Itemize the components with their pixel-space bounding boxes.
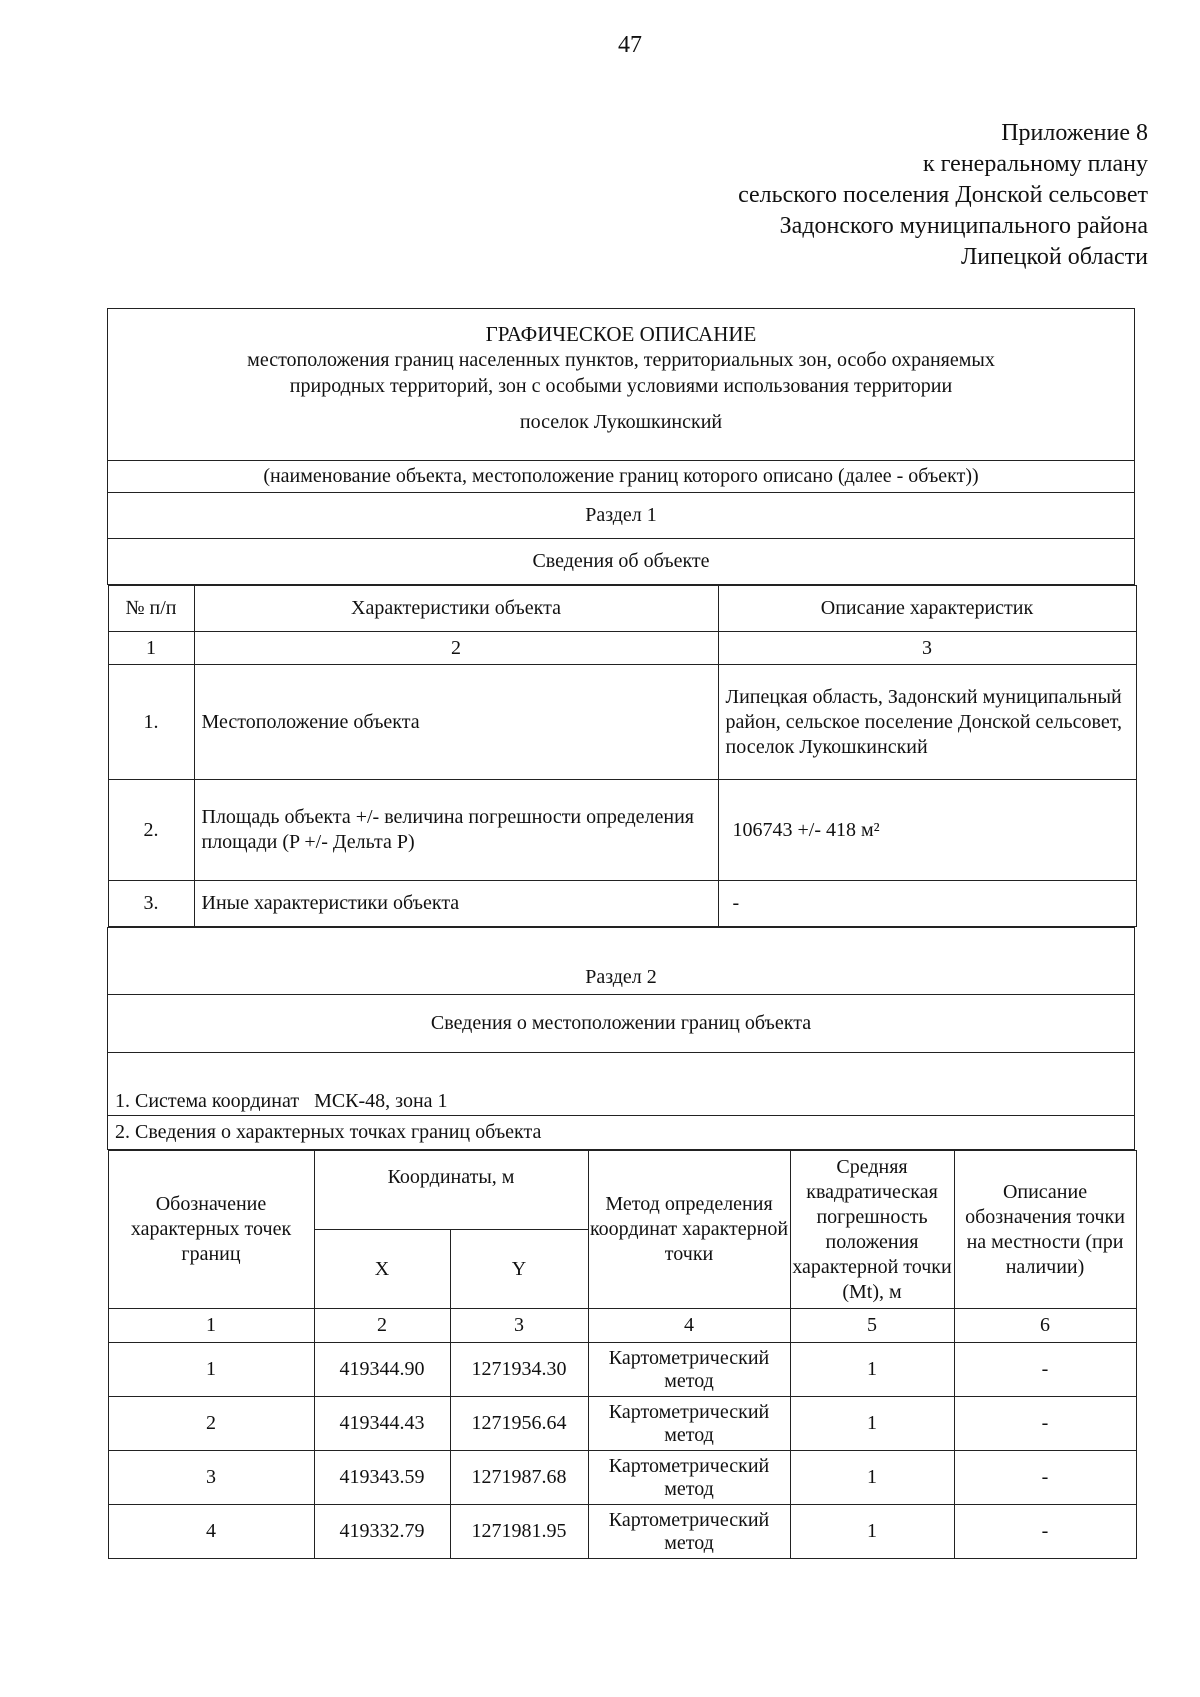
point-id: 3 — [108, 1451, 314, 1505]
description-cell: Липецкая область, Задонский муниципальный район, сельское поселение Донской сельсовет, поселок Лукошкинский — [718, 665, 1136, 780]
section1-title: Раздел 1 — [108, 493, 1135, 539]
point-id: 2 — [108, 1397, 314, 1451]
point-description: - — [954, 1343, 1136, 1397]
point-description: - — [954, 1451, 1136, 1505]
table-row — [108, 1451, 1136, 1505]
characteristic-cell: Площадь объекта +/- величина погрешности определения площади (P +/- Дельта P) — [194, 780, 718, 881]
column-header: № п/п — [108, 586, 194, 632]
point-method: Картометрический метод — [588, 1397, 790, 1451]
column-number-row — [108, 1309, 1136, 1343]
point-method: Картометрический метод — [588, 1451, 790, 1505]
appendix-block — [738, 118, 1148, 273]
point-method: Картометрический метод — [588, 1505, 790, 1559]
form-header — [108, 309, 1135, 461]
table-row — [108, 780, 1136, 881]
point-id: 1 — [108, 1343, 314, 1397]
column-number: 5 — [790, 1309, 954, 1343]
object-caption: (наименование объекта, местоположение границ которого описано (далее - объект)) — [108, 461, 1135, 493]
column-header: Описание обозначения точки на местности (при наличии) — [954, 1151, 1136, 1309]
column-header: Характеристики объекта — [194, 586, 718, 632]
point-description: - — [954, 1397, 1136, 1451]
graphic-description-form — [107, 308, 1135, 1559]
point-x: 419344.90 — [314, 1343, 450, 1397]
boundary-points-table — [108, 1150, 1137, 1559]
section1-table-wrap — [108, 585, 1135, 928]
object-info-table — [108, 585, 1137, 927]
point-error: 1 — [790, 1451, 954, 1505]
column-number: 3 — [450, 1309, 588, 1343]
point-id: 4 — [108, 1505, 314, 1559]
section1-subtitle: Сведения об объекте — [108, 539, 1135, 585]
table-row — [108, 1343, 1136, 1397]
description-cell: 106743 +/- 418 м² — [718, 780, 1136, 881]
table-row — [108, 665, 1136, 780]
point-y: 1271956.64 — [450, 1397, 588, 1451]
point-x: 419344.43 — [314, 1397, 450, 1451]
coord-system-value: МСК-48, зона 1 — [314, 1090, 448, 1112]
column-header: X — [314, 1230, 450, 1309]
point-method: Картометрический метод — [588, 1343, 790, 1397]
form-subtitle: местоположения границ населенных пунктов, территориальных зон, особо охраняемых — [247, 349, 995, 371]
section2-subtitle: Сведения о местоположении границ объекта — [108, 995, 1135, 1053]
coord-system-row — [108, 1053, 1135, 1116]
column-number: 1 — [108, 632, 194, 665]
appendix-line: Задонского муниципального района — [779, 213, 1148, 239]
column-number: 3 — [718, 632, 1136, 665]
column-number-row — [108, 632, 1136, 665]
appendix-line: Приложение 8 — [1001, 120, 1148, 146]
appendix-line: сельского поселения Донской сельсовет — [738, 182, 1148, 208]
column-number: 2 — [314, 1309, 450, 1343]
points-caption: 2. Сведения о характерных точках границ объекта — [108, 1116, 1135, 1150]
column-header: Средняя квадратическая погрешность положения характерной точки (Mt), м — [790, 1151, 954, 1309]
coord-system-label: 1. Система координат — [115, 1090, 300, 1112]
table-header-row — [108, 1151, 1136, 1230]
form-subtitle: природных территорий, зон с особыми условиями использования территории — [289, 375, 953, 397]
appendix-line: Липецкой области — [961, 244, 1148, 270]
point-error: 1 — [790, 1343, 954, 1397]
column-header: Описание характеристик — [718, 586, 1136, 632]
table-row — [108, 881, 1136, 927]
object-name: поселок Лукошкинский — [519, 411, 723, 433]
row-number: 3. — [108, 881, 194, 927]
column-number: 2 — [194, 632, 718, 665]
row-number: 1. — [108, 665, 194, 780]
form-title: ГРАФИЧЕСКОЕ ОПИСАНИЕ — [485, 322, 757, 346]
point-error: 1 — [790, 1505, 954, 1559]
table-row — [108, 1397, 1136, 1451]
appendix-line: к генеральному плану — [922, 151, 1148, 177]
page-number: 47 — [618, 32, 642, 58]
characteristic-cell: Иные характеристики объекта — [194, 881, 718, 927]
point-x: 419343.59 — [314, 1451, 450, 1505]
column-number: 1 — [108, 1309, 314, 1343]
table-header-row — [108, 586, 1136, 632]
column-number: 4 — [588, 1309, 790, 1343]
section2-table-wrap — [108, 1150, 1135, 1560]
column-header: Обозначение характерных точек границ — [108, 1151, 314, 1309]
point-description: - — [954, 1505, 1136, 1559]
column-header: Координаты, м — [314, 1151, 588, 1230]
point-y: 1271987.68 — [450, 1451, 588, 1505]
description-cell: - — [718, 881, 1136, 927]
section2-title: Раздел 2 — [108, 928, 1135, 995]
point-y: 1271934.30 — [450, 1343, 588, 1397]
point-error: 1 — [790, 1397, 954, 1451]
column-header: Y — [450, 1230, 588, 1309]
row-number: 2. — [108, 780, 194, 881]
point-y: 1271981.95 — [450, 1505, 588, 1559]
column-number: 6 — [954, 1309, 1136, 1343]
point-x: 419332.79 — [314, 1505, 450, 1559]
column-header: Метод определения координат характерной точки — [588, 1151, 790, 1309]
table-row — [108, 1505, 1136, 1559]
characteristic-cell: Местоположение объекта — [194, 665, 718, 780]
